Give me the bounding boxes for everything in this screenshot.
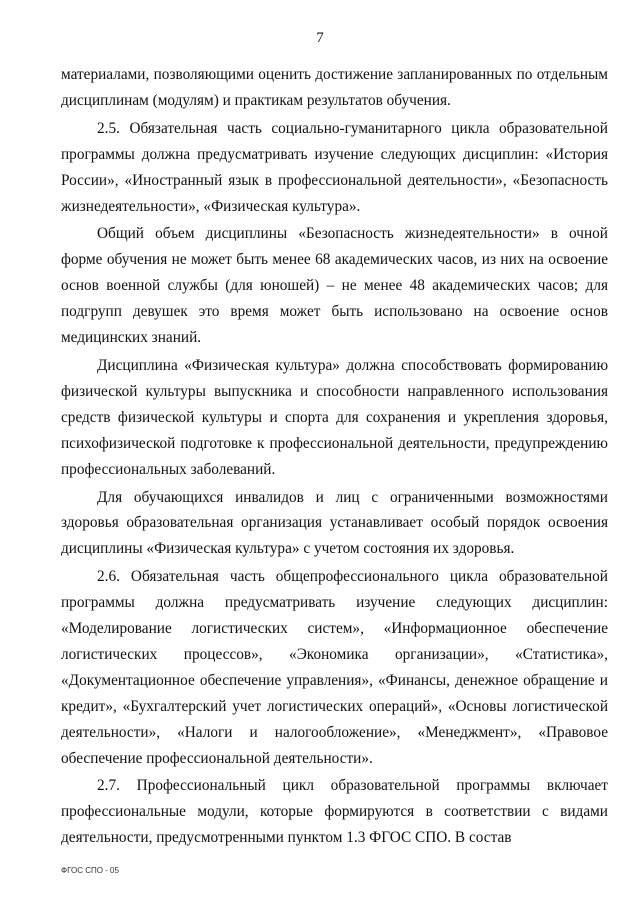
paragraph-continuation: материалами, позволяющими оценить достижение запланированных по отдельным дисциплинам (модулям) и практикам результатов обучения. [61, 66, 608, 109]
page-number: 7 [316, 30, 324, 46]
paragraph-2-5: 2.5. Обязательная часть социально-гуманитарного цикла образовательной программы должна предусматривать изучение следующих дисциплин: «История России», «Иностранный язык в профессиональной деятельности», «Безопасность жизнедеятельности», «Физическая культура». [61, 119, 608, 215]
paragraph-bzh-hours: Общий объем дисциплины «Безопасность жизнедеятельности» в очной форме обучения не может быть менее 68 академических часов, из них на освоение основ военной службы (для юношей) – не менее 48 академических часов; для подгрупп девушек это время может быть использовано на освоение основ медицинских знаний. [61, 225, 608, 347]
document-body [61, 62, 608, 853]
paragraph-physical-culture: Дисциплина «Физическая культура» должна способствовать формированию физической культуры выпускника и способности направленного использования средств физической культуры и спорта для сохранения и укрепления здоровья, психофизической подготовке к профессиональной деятельности, предупреждению профессиональных заболеваний. [61, 356, 608, 478]
footer-doc-code: ФГОС СПО - 05 [61, 866, 119, 875]
paragraph-2-6: 2.6. Обязательная часть общепрофессионального цикла образовательной программы должна предусматривать изучение следующих дисциплин: «Моделирование логистических систем», «Информационное обеспечение логистических процессов», «Экономика организации», «Статистика», «Документационное обеспечение управления», «Финансы, денежное обращение и кредит», «Бухгалтерский учет логистических операций», «Основы логистической деятельности», «Налоги и налогообложение», «Менеджмент», «Правовое обеспечение профессиональной деятельности». [61, 568, 608, 767]
paragraph-disabled-students: Для обучающихся инвалидов и лиц с ограниченными возможностями здоровья образовательная организация устанавливает особый порядок освоения дисциплины «Физическая культура» с учетом состояния их здоровья. [61, 488, 608, 558]
paragraph-2-7: 2.7. Профессиональный цикл образовательной программы включает профессиональные модули, которые формируются в соответствии с видами деятельности, предусмотренными пунктом 1.3 ФГОС СПО. В состав [61, 777, 608, 847]
